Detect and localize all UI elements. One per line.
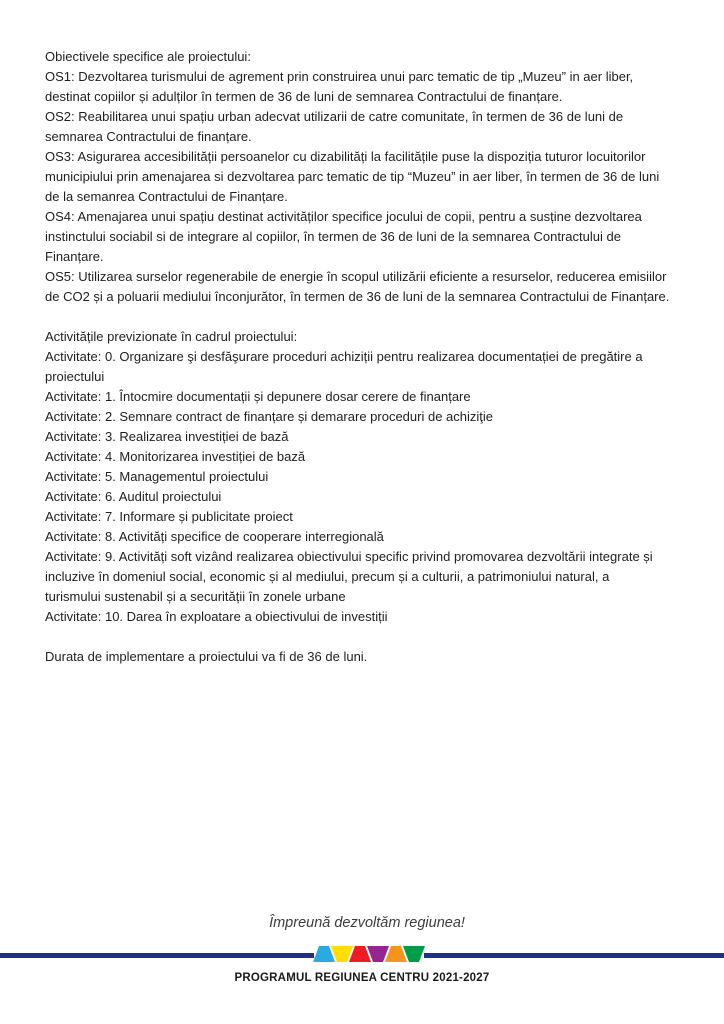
band-trapezoid [349,946,371,962]
text-line: de CO2 și a poluarii mediului înconjurător, în termen de 36 de luni de la semnarea Contractului de Finanțare. [45,289,670,304]
text-line [45,307,715,327]
text-line: Finanțare. [45,249,104,264]
text-line: OS5: Utilizarea surselor regenerabile de energie în scopul utilizării eficiente a resurselor, reducerea emisiilor [45,269,667,284]
text-line: incluzive în domeniul social, economic și al mediului, precum și a culturii, a patrimoniului natural, a [45,569,610,584]
band-trapezoid [403,946,425,962]
text-line: turismului sustenabil și a securității în zonele urbane [45,589,346,604]
text-line [45,627,715,647]
text-line: Durata de implementare a proiectului va fi de 36 de luni. [45,649,368,664]
text-line: OS3: Asigurarea accesibilității persoanelor cu dizabilități la facilitățile puse la dispoziția tuturor locuitorilor [45,149,646,164]
footer-tagline: Împreună dezvoltăm regiunea! [269,915,465,931]
text-line: Activitate: 0. Organizare şi desfăşurare proceduri achiziții pentru realizarea documentației de pregătire a [45,349,643,364]
brand-band-graphic [0,946,724,966]
text-line: Activitate: 3. Realizarea investiției de bază [45,429,289,444]
text-line: instinctului sociabil si de integrare al copiilor, în termen de 36 de luni de la semnarea Contractului de [45,229,621,244]
text-line: semnarea Contractului de finanțare. [45,129,252,144]
text-line: de la semanrea Contractului de Finanțare. [45,189,288,204]
text-line: OS4: Amenajarea unui spațiu destinat activităților specifice jocului de copii, pentru a susține dezvoltarea [45,209,642,224]
text-line: Activitate: 7. Informare și publicitate proiect [45,509,293,524]
text-line: Activitate: 5. Managementul proiectului [45,469,269,484]
band-line-segment [424,953,724,958]
footer-brand-band [0,946,724,966]
band-trapezoid [331,946,353,962]
footer-program-label: PROGRAMUL REGIUNEA CENTRU 2021-2027 [234,972,490,984]
text-line: Activitate: 8. Activități specifice de cooperare interregională [45,529,384,544]
text-line: destinat copiilor și adulților în termen de 36 de luni de semnarea Contractului de finanțare. [45,89,563,104]
text-line: OS1: Dezvoltarea turismului de agrement prin construirea unui parc tematic de tip „Muzeu” in aer liber, [45,69,634,84]
text-line: municipiului prin amenajarea si dezvoltarea parc tematic de tip “Muzeu” in aer liber, în termen de 36 de luni [45,169,660,184]
text-line: Activitate: 10. Darea în exploatare a obiectivului de investiții [45,609,388,624]
text-line: Activitate: 6. Auditul proiectului [45,489,222,504]
text-line: Activitate: 9. Activități soft vizând realizarea obiectivului specific privind promovarea dezvoltării integrate și [45,549,653,564]
text-line: OS2: Reabilitarea unui spațiu urban adecvat utilizarii de catre comunitate, în termen de 36 de luni de [45,109,624,124]
document-body [45,47,715,667]
band-trapezoid [367,946,389,962]
band-line-segment [0,953,314,958]
text-line: Activitățile previzionate în cadrul proiectului: [45,329,298,344]
text-line: proiectului [45,369,105,384]
text-line: Activitate: 2. Semnare contract de finanțare și demarare proceduri de achiziţie [45,409,494,424]
text-line: Activitate: 4. Monitorizarea investiției de bază [45,449,306,464]
text-line: Obiectivele specifice ale proiectului: [45,49,251,64]
band-trapezoid [313,946,335,962]
band-trapezoid [385,946,407,962]
text-line: Activitate: 1. Întocmire documentații și depunere dosar cerere de finanțare [45,389,471,404]
